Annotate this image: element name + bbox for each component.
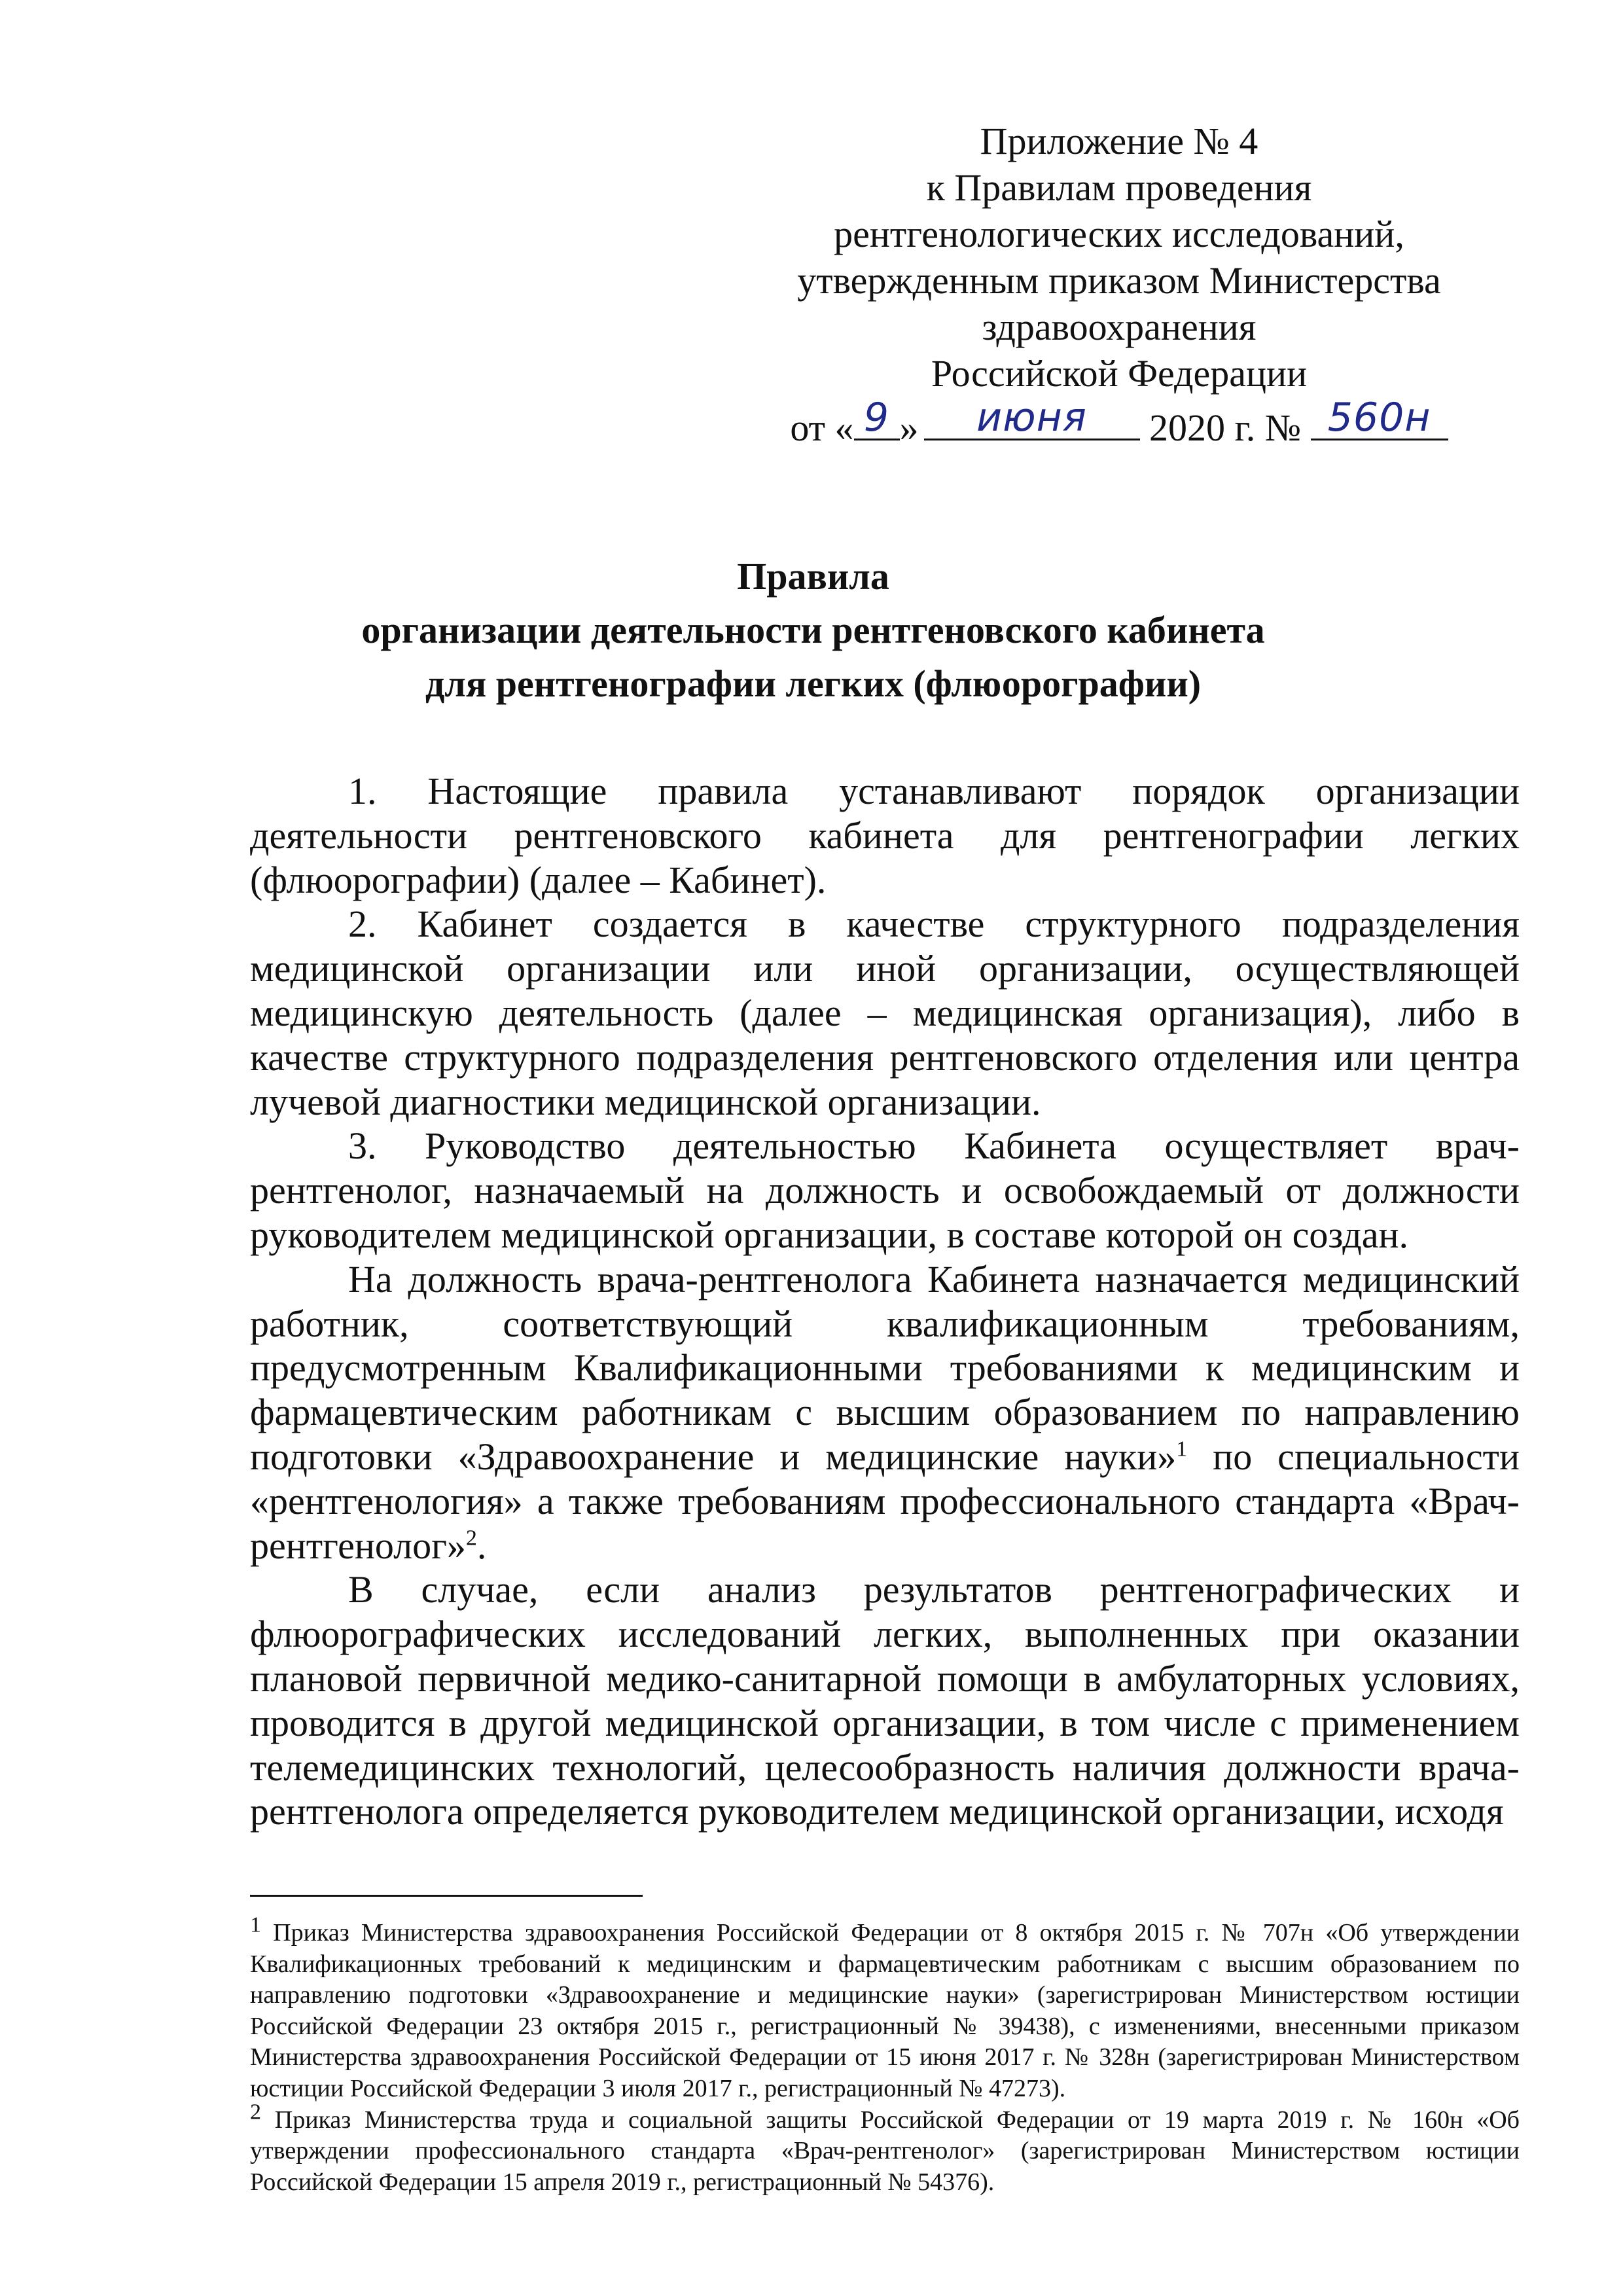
footnote-2-mark: 2: [250, 2099, 261, 2124]
footnote-ref-2[interactable]: 2: [465, 1526, 477, 1551]
footnotes: [250, 1912, 1520, 2198]
date-mid: »: [899, 406, 919, 449]
handwritten-number: 560н: [1327, 395, 1431, 440]
appendix-line-5: здравоохранения: [982, 306, 1257, 348]
footnote-1: [250, 1912, 1520, 2105]
footnote-1-mark: 1: [250, 1912, 261, 1937]
appendix-line-6: Российской Федерации: [931, 352, 1308, 395]
paragraph-5: В случае, если анализ результатов рентгенографических и флюорографических исследований легких, выполненных при оказании плановой первичной медико-санитарной помощи в амбулаторных условиях, проводится в другой медицинской организации, в том числе с применением телемедицинских технологий, целесообразность наличия должности врача-рентгенолога определяется руководителем медицинской организации, исходя: [250, 1568, 1520, 1833]
footnote-2-text: Приказ Министерства труда и социальной защиты Российской Федерации от 19 марта 2019 г. № 160н «Об утверждении профессионального стандарта «Врач-рентгенолог» (зарегистрирован Министерством юстиции Российской Федерации 15 апреля 2019 г., регистрационный № 54376).: [250, 2106, 1520, 2196]
footnote-divider: [250, 1895, 643, 1897]
title-line-3: для рентгенографии легких (флюорографии): [425, 662, 1202, 705]
handwritten-month: июня: [976, 395, 1087, 440]
order-date-line: [785, 395, 1453, 451]
appendix-line-2: к Правилам проведения: [926, 166, 1312, 209]
paragraph-4-part-b: по специальности «рентгенология» а также требованиям профессионального стандарта «Врач-рентгенолог»: [250, 1435, 1520, 1567]
title-line-2: организации деятельности рентгеновского кабинета: [361, 609, 1265, 651]
paragraph-4: [250, 1257, 1520, 1568]
date-year: 2020 г. №: [1149, 406, 1302, 449]
number-blank: [1311, 395, 1448, 440]
month-blank: [924, 395, 1140, 440]
footnote-1-text: Приказ Министерства здравоохранения Российской Федерации от 8 октября 2015 г. № 707н «Об утверждении Квалификационных требований к медицинским и фармацевтическим работникам с высшим образованием по направлению подготовки «Здравоохранение и медицинские науки» (зарегистрирован Министерством юстиции Российской Федерации 23 октября 2015 г., регистрационный № 39438), с изменениями, внесенными приказом Министерства здравоохранения Российской Федерации от 15 июня 2017 г. № 328н (зарегистрирован Министерством юстиции Российской Федерации 3 июля 2017 г., регистрационный № 47273).: [250, 1919, 1520, 2102]
appendix-line-3: рентгенологических исследований,: [834, 213, 1404, 255]
appendix-header: [785, 118, 1453, 451]
document-body: [250, 769, 1520, 1834]
appendix-line-1: Приложение № 4: [980, 120, 1258, 162]
appendix-line-4: утвержденным приказом Министерства: [797, 259, 1441, 302]
footnote-2: [250, 2099, 1520, 2198]
paragraph-4-part-a: На должность врача-рентгенолога Кабинета назначается медицинский работник, соответствующий квалификационным требованиям, предусмотренным Квалификационными требованиями к медицинским и фармацевтическим работникам с высшим образованием по направлению подготовки «Здравоохранение и медицинские науки»: [250, 1257, 1520, 1478]
paragraph-4-part-c: .: [476, 1524, 487, 1567]
footnote-ref-1[interactable]: 1: [1176, 1437, 1188, 1462]
date-prefix: от «: [790, 406, 854, 449]
handwritten-day: 9: [863, 395, 890, 440]
document-title: [249, 550, 1378, 711]
paragraph-3: 3. Руководство деятельностью Кабинета осуществляет врач-рентгенолог, назначаемый на должность и освобождаемый от должности руководителем медицинской организации, в составе которой он создан.: [250, 1124, 1520, 1256]
paragraph-2: 2. Кабинет создается в качестве структурного подразделения медицинской организации или иной организации, осуществляющей медицинскую деятельность (далее – медицинская организация), либо в качестве структурного подразделения рентгеновского отделения или центра лучевой диагностики медицинской организации.: [250, 903, 1520, 1123]
paragraph-1: 1. Настоящие правила устанавливают порядок организации деятельности рентгеновского кабинета для рентгенографии легких (флюорографии) (далее – Кабинет).: [250, 770, 1520, 901]
day-blank: [854, 395, 900, 440]
title-line-1: Правила: [737, 555, 889, 598]
